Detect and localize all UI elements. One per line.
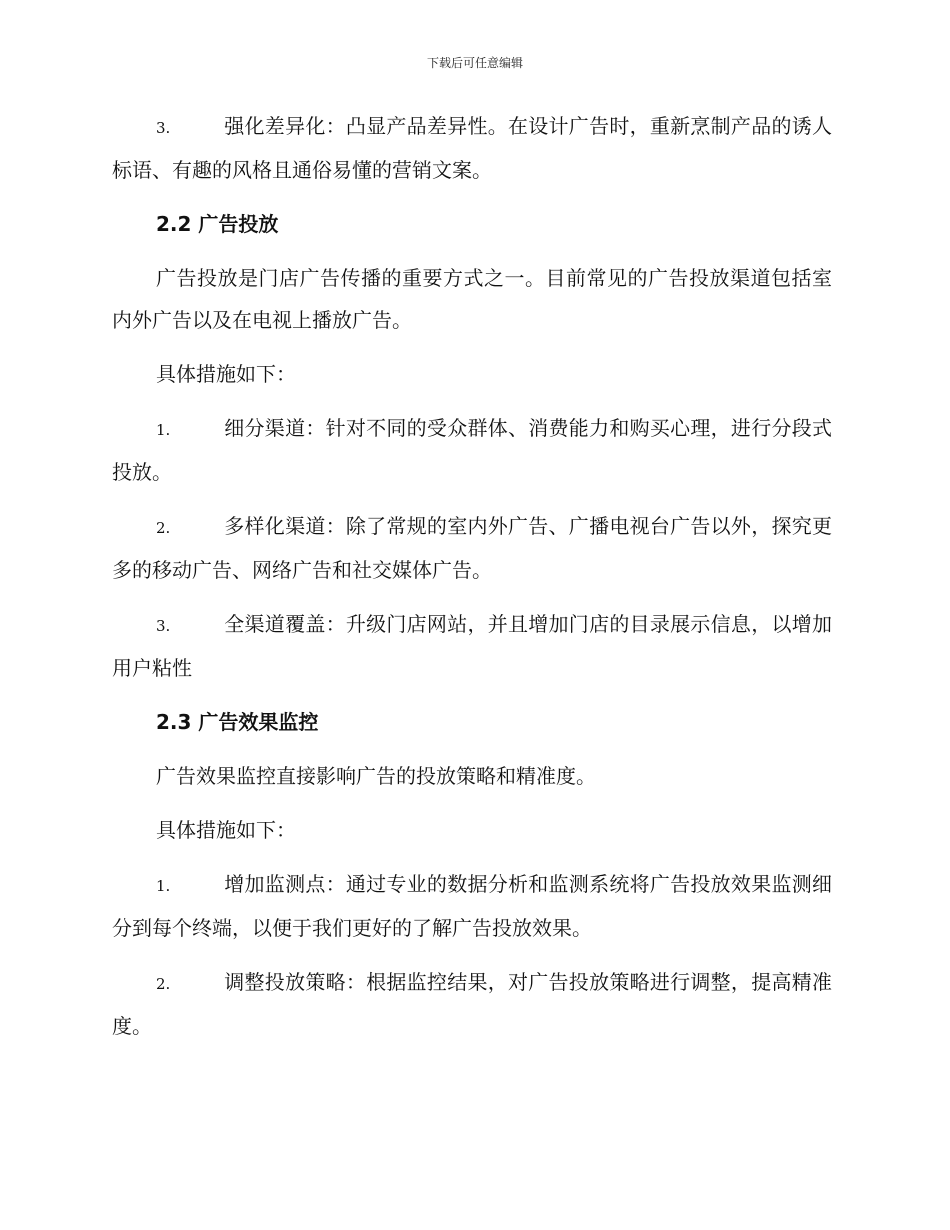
list-number: 2. xyxy=(156,975,171,993)
list-item-diversify-channels xyxy=(112,505,832,591)
list-number: 2. xyxy=(156,519,171,537)
list-number: 1. xyxy=(156,877,171,895)
list-text: 多样化渠道：除了常规的室内外广告、广播电视台广告以外，探究更多的移动广告、网络广告和社交媒体广告。 xyxy=(112,514,832,582)
list-item-monitoring-points xyxy=(112,863,832,949)
list-text: 强化差异化：凸显产品差异性。在设计广告时，重新烹制产品的诱人标语、有趣的风格且通俗易懂的营销文案。 xyxy=(112,114,832,182)
list-number: 3. xyxy=(156,119,171,137)
list-item-segment-channels xyxy=(112,407,832,493)
list-item-omnichannel xyxy=(112,603,832,689)
list-number: 3. xyxy=(156,617,171,635)
section-heading-ad-placement: 2.2 广告投放 xyxy=(156,212,279,236)
paragraph-measures-label-2: 具体措施如下： xyxy=(156,818,296,842)
page-header-note: 下载后可任意编辑 xyxy=(426,56,523,70)
section-heading-ad-monitoring: 2.3 广告效果监控 xyxy=(156,710,319,734)
list-text: 全渠道覆盖：升级门店网站，并且增加门店的目录展示信息，以增加用户粘性 xyxy=(112,612,832,680)
paragraph-ad-placement-intro: 广告投放是门店广告传播的重要方式之一。目前常见的广告投放渠道包括室内外广告以及在电视上播放广告。 xyxy=(112,266,832,332)
list-text: 调整投放策略：根据监控结果，对广告投放策略进行调整，提高精准度。 xyxy=(112,970,832,1038)
document-body xyxy=(112,105,832,1059)
paragraph-measures-label: 具体措施如下： xyxy=(156,362,296,386)
list-text: 增加监测点：通过专业的数据分析和监测系统将广告投放效果监测细分到每个终端，以便于我们更好的了解广告投放效果。 xyxy=(112,872,832,940)
list-item-differentiation xyxy=(112,105,832,191)
list-number: 1. xyxy=(156,421,171,439)
paragraph-ad-monitoring-intro: 广告效果监控直接影响广告的投放策略和精准度。 xyxy=(156,764,596,788)
list-item-adjust-strategy xyxy=(112,961,832,1047)
list-text: 细分渠道：针对不同的受众群体、消费能力和购买心理，进行分段式投放。 xyxy=(112,416,832,484)
